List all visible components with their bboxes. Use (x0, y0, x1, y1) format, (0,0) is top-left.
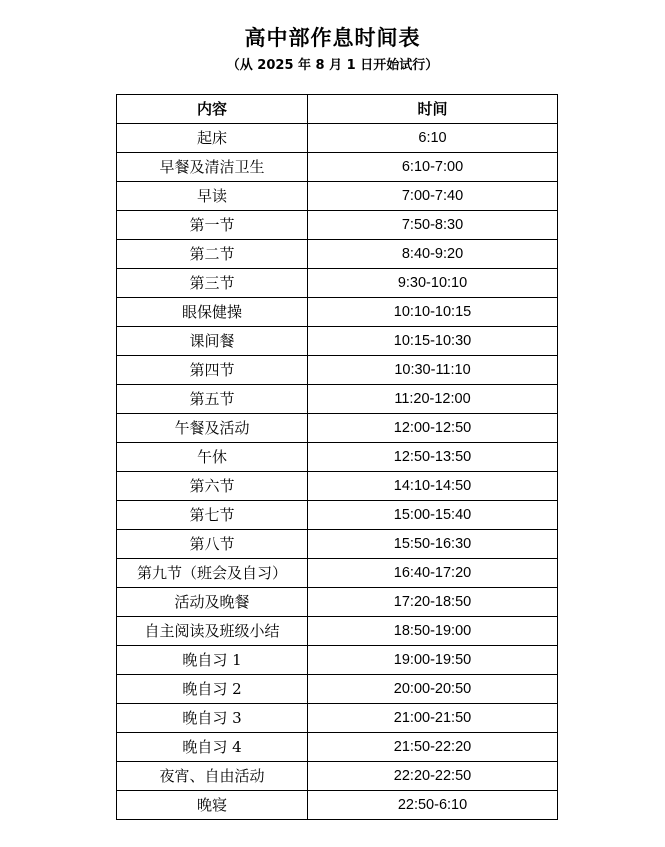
table-row (117, 327, 558, 356)
schedule-time-cell: 17:20-18:50 (308, 588, 558, 617)
schedule-time-cell: 16:40-17:20 (308, 559, 558, 588)
schedule-body (117, 124, 558, 820)
table-header-row (117, 95, 558, 124)
schedule-item-cell: 晚自习 1 (117, 646, 308, 675)
schedule-item-cell: 午休 (117, 443, 308, 472)
schedule-time-cell: 12:50-13:50 (308, 443, 558, 472)
table-row (117, 443, 558, 472)
schedule-time-cell: 7:50-8:30 (308, 211, 558, 240)
table-row (117, 733, 558, 762)
table-row (117, 791, 558, 820)
schedule-time-cell: 10:10-10:15 (308, 298, 558, 327)
schedule-time-cell: 20:00-20:50 (308, 675, 558, 704)
schedule-time-cell: 6:10-7:00 (308, 153, 558, 182)
table-row (117, 501, 558, 530)
schedule-time-cell: 15:50-16:30 (308, 530, 558, 559)
schedule-item-cell: 第四节 (117, 356, 308, 385)
table-row (117, 298, 558, 327)
schedule-item-cell: 第三节 (117, 269, 308, 298)
table-row (117, 617, 558, 646)
schedule-item-cell: 午餐及活动 (117, 414, 308, 443)
table-row (117, 762, 558, 791)
schedule-time-cell: 7:00-7:40 (308, 182, 558, 211)
schedule-item-cell: 第八节 (117, 530, 308, 559)
schedule-time-cell: 15:00-15:40 (308, 501, 558, 530)
schedule-item-cell: 第一节 (117, 211, 308, 240)
table-row (117, 588, 558, 617)
table-row (117, 472, 558, 501)
schedule-item-cell: 活动及晚餐 (117, 588, 308, 617)
table-row (117, 385, 558, 414)
schedule-item-cell: 起床 (117, 124, 308, 153)
header-time: 时间 (308, 95, 558, 124)
schedule-time-cell: 21:50-22:20 (308, 733, 558, 762)
schedule-time-cell: 22:50-6:10 (308, 791, 558, 820)
schedule-item-cell: 眼保健操 (117, 298, 308, 327)
schedule-item-cell: 第二节 (117, 240, 308, 269)
schedule-item-cell: 晚自习 2 (117, 675, 308, 704)
table-row (117, 356, 558, 385)
schedule-item-cell: 第六节 (117, 472, 308, 501)
schedule-item-cell: 早读 (117, 182, 308, 211)
schedule-time-cell: 9:30-10:10 (308, 269, 558, 298)
table-row (117, 559, 558, 588)
schedule-time-cell: 8:40-9:20 (308, 240, 558, 269)
table-row (117, 675, 558, 704)
document-subtitle: （从 2025 年 8 月 1 日开始试行） (226, 58, 439, 73)
schedule-time-cell: 18:50-19:00 (308, 617, 558, 646)
table-row (117, 646, 558, 675)
document-title: 高中部作息时间表 (244, 26, 421, 50)
schedule-time-cell: 10:15-10:30 (308, 327, 558, 356)
table-row (117, 124, 558, 153)
table-row (117, 240, 558, 269)
table-row (117, 414, 558, 443)
table-row (117, 530, 558, 559)
table-row (117, 269, 558, 298)
table-row (117, 704, 558, 733)
schedule-item-cell: 早餐及清洁卫生 (117, 153, 308, 182)
schedule-item-cell: 课间餐 (117, 327, 308, 356)
schedule-item-cell: 晚自习 4 (117, 733, 308, 762)
schedule-time-cell: 12:00-12:50 (308, 414, 558, 443)
header-content: 内容 (117, 95, 308, 124)
schedule-time-cell: 19:00-19:50 (308, 646, 558, 675)
schedule-time-cell: 6:10 (308, 124, 558, 153)
schedule-item-cell: 第九节（班会及自习） (117, 559, 308, 588)
schedule-table (116, 94, 558, 820)
schedule-item-cell: 第七节 (117, 501, 308, 530)
schedule-item-cell: 晚自习 3 (117, 704, 308, 733)
table-row (117, 153, 558, 182)
schedule-time-cell: 10:30-11:10 (308, 356, 558, 385)
schedule-item-cell: 夜宵、自由活动 (117, 762, 308, 791)
schedule-time-cell: 14:10-14:50 (308, 472, 558, 501)
schedule-item-cell: 晚寝 (117, 791, 308, 820)
schedule-item-cell: 自主阅读及班级小结 (117, 617, 308, 646)
table-row (117, 182, 558, 211)
schedule-time-cell: 11:20-12:00 (308, 385, 558, 414)
schedule-time-cell: 22:20-22:50 (308, 762, 558, 791)
schedule-time-cell: 21:00-21:50 (308, 704, 558, 733)
schedule-item-cell: 第五节 (117, 385, 308, 414)
table-row (117, 211, 558, 240)
